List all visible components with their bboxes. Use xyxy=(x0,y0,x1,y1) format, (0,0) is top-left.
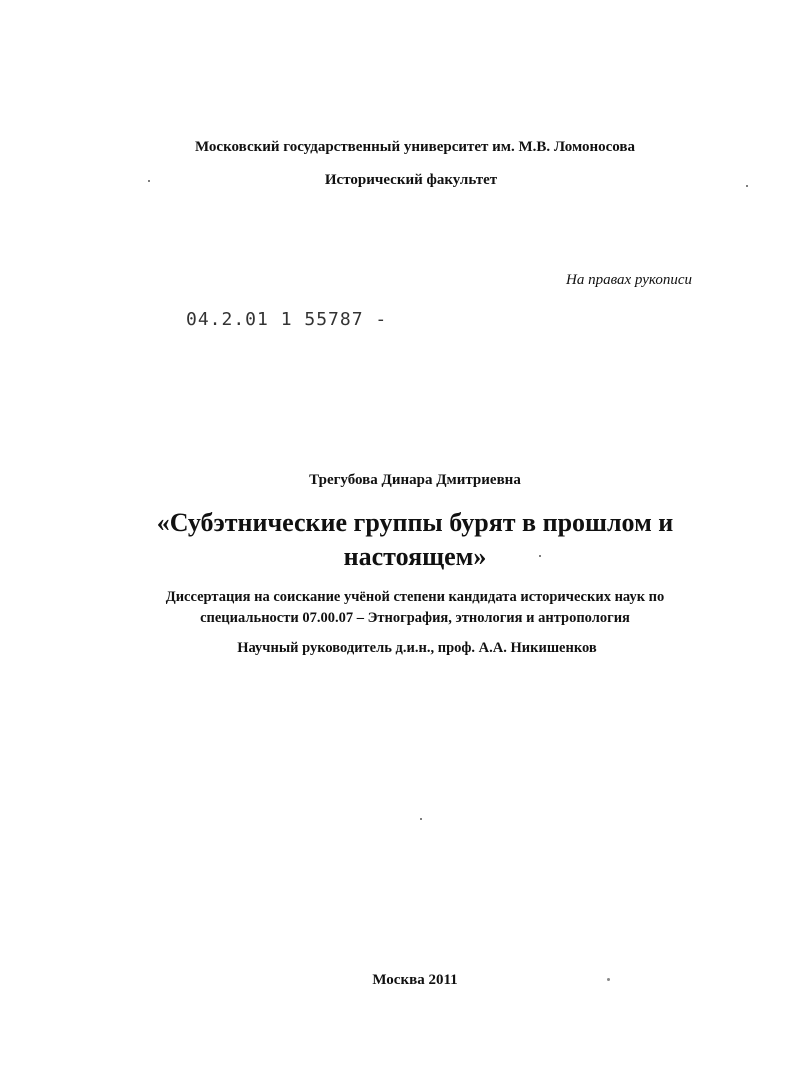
faculty-name: Исторический факультет xyxy=(324,172,498,188)
author-name: Трегубова Динара Дмитриевна xyxy=(309,472,521,488)
scan-speck xyxy=(607,978,610,981)
scan-speck xyxy=(539,555,541,557)
subtitle-line-2: специальности 07.00.07 – Этнография, этнология и антропология xyxy=(200,610,630,626)
title-line-1: «Субэтнические группы бурят в прошлом и xyxy=(156,508,674,537)
city-year: Москва 2011 xyxy=(372,972,458,988)
university-name: Московский государственный университет им. М.В. Ломоносова xyxy=(194,139,636,155)
rights-note: На правах рукописи xyxy=(566,272,692,288)
dissertation-subtitle xyxy=(18,587,794,629)
scan-speck xyxy=(420,818,422,820)
subtitle-line-1: Диссертация на соискание учёной степени кандидата исторических наук по xyxy=(165,589,665,605)
catalog-number-stamp: 04.2.01 1 55787 - xyxy=(186,309,388,330)
dissertation-title xyxy=(18,506,794,574)
scan-speck xyxy=(746,185,748,187)
scan-speck xyxy=(148,180,150,182)
title-line-2: настоящем» xyxy=(343,542,487,571)
scientific-supervisor: Научный руководитель д.и.н., проф. А.А. Никишенков xyxy=(237,640,597,656)
